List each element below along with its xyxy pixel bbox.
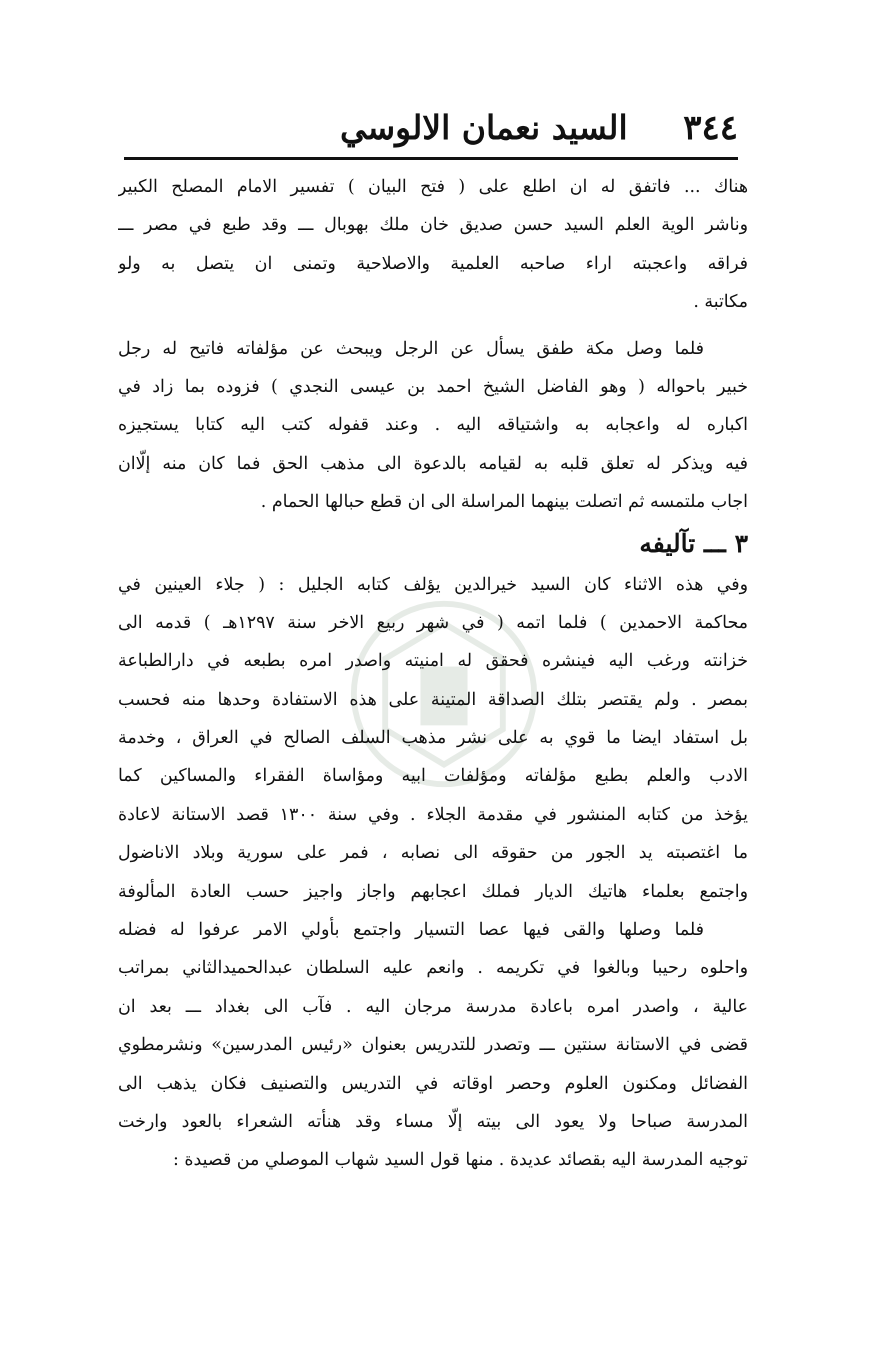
section-heading: ٣ ـــ تآليفه xyxy=(639,528,748,558)
text-line: وفي هذه الاثناء كان السيد خيرالدين يؤلف كتابه الجليل : ( جلاء العينين في xyxy=(118,574,748,595)
text-line: بل استفاد ايضا ما قوي به على نشر مذهب السلف الصالح في العراق ، وخدمة xyxy=(118,728,748,749)
text-line: توجيه المدرسة اليه بقصائد عديدة . منها قول السيد شهاب الموصلي من قصيدة : xyxy=(173,1150,748,1171)
text-line: بمصر . ولم يقتصر بتلك الصداقة المتينة على هذه الاستفادة وحدها منه فحسب xyxy=(118,689,748,710)
text-line: واجتمع بعلماء هاتيك الديار فملك اعجابهم واجاز واجيز حسب العادة المألوفة xyxy=(118,881,748,902)
text-line: وناشر الوية العلم السيد حسن صديق خان ملك بهوبال ـــ وقد طبع في مصر ـــ xyxy=(118,215,748,236)
text-line: فلما وصلها والقى فيها عصا التسيار واجتمع بأولي الامر عرفوا له فضله xyxy=(118,920,704,941)
paragraph-4 xyxy=(118,911,748,1180)
header-rule xyxy=(124,157,738,160)
text-line: فيه ويذكر له تعلق قلبه به لقيامه بالدعوة الى مذهب الحق فما كان منه إلّاان xyxy=(118,453,748,474)
paragraph-2 xyxy=(118,330,748,522)
text-line: اجاب ملتمسه ثم اتصلت بينهما المراسلة الى ان قطع حبالها الحمام . xyxy=(260,492,748,513)
paragraph-3 xyxy=(118,566,748,912)
body-text xyxy=(118,168,748,1180)
text-line: محاكمة الاحمدين ) فلما اتمه ( في شهر ربيع الاخر سنة ١٢٩٧هـ ) قدمه الى xyxy=(118,612,748,633)
text-line: خبير باحواله ( وهو الفاضل الشيخ احمد بن عيسى النجدي ) فزوده بما زاد في xyxy=(118,376,748,397)
text-line: خزانته ورغب اليه فينشره فحقق له امنيته واصدر امره بطبعه في دارالطباعة xyxy=(118,651,748,672)
text-line: فلما وصل مكة طفق يسأل عن الرجل ويبحث عن مؤلفاته فاتيح له رجل xyxy=(118,338,704,359)
page-number: ٣٤٤ xyxy=(683,108,738,148)
text-line: قضى في الاستانة سنتين ـــ وتصدر للتدريس بعنوان «رئيس المدرسين» ونشرمطوي xyxy=(118,1035,748,1056)
text-line: عالية ، واصدر امره باعادة مدرسة مرجان اليه . فآب الى بغداد ـــ بعد ان xyxy=(118,996,748,1017)
text-line: الادب والعلم بطبع مؤلفاته ومؤلفات ابيه ومؤاساة الفقراء والمساكين كما xyxy=(118,766,748,787)
text-line: هناك ... فاتفق له ان اطلع على ( فتح البيان ) تفسير الامام المصلح الكبير xyxy=(118,177,748,197)
text-line: واحلوه رحيبا وبالغوا في تكريمه . وانعم عليه السلطان عبدالحميدالثاني بمراتب xyxy=(118,958,748,979)
page-header xyxy=(126,108,738,156)
text-line: فراقه واعجبته اراء صاحبه العلمية والاصلاحية وتمنى ان يتصل به ولو xyxy=(118,253,748,274)
text-line: الفضائل ومكنون العلوم وحصر اوقاته في التدريس والتصنيف فكان يذهب الى xyxy=(118,1073,748,1094)
text-line: يؤخذ من كتابه المنشور في مقدمة الجلاء . وفي سنة ١٣٠٠ قصد الاستانة لاعادة xyxy=(118,804,748,825)
text-line: المدرسة صباحا ولا يعود الى بيته إلّا مساء وقد هنأته الشعراء بالعود وارخت xyxy=(118,1111,748,1132)
paragraph-1 xyxy=(118,168,748,322)
text-line: اكباره له واعجابه به واشتياقه اليه . وعند قفوله كتب اليه كتابا يستجيزه xyxy=(118,415,748,436)
text-line: ما اغتصبته يد الجور من حقوقه الى نصابه ، فمر على سورية وبلاد الاناضول xyxy=(118,843,748,864)
running-title: السيد نعمان الالوسي xyxy=(340,108,628,147)
text-line: مكاتبة . xyxy=(693,292,748,313)
